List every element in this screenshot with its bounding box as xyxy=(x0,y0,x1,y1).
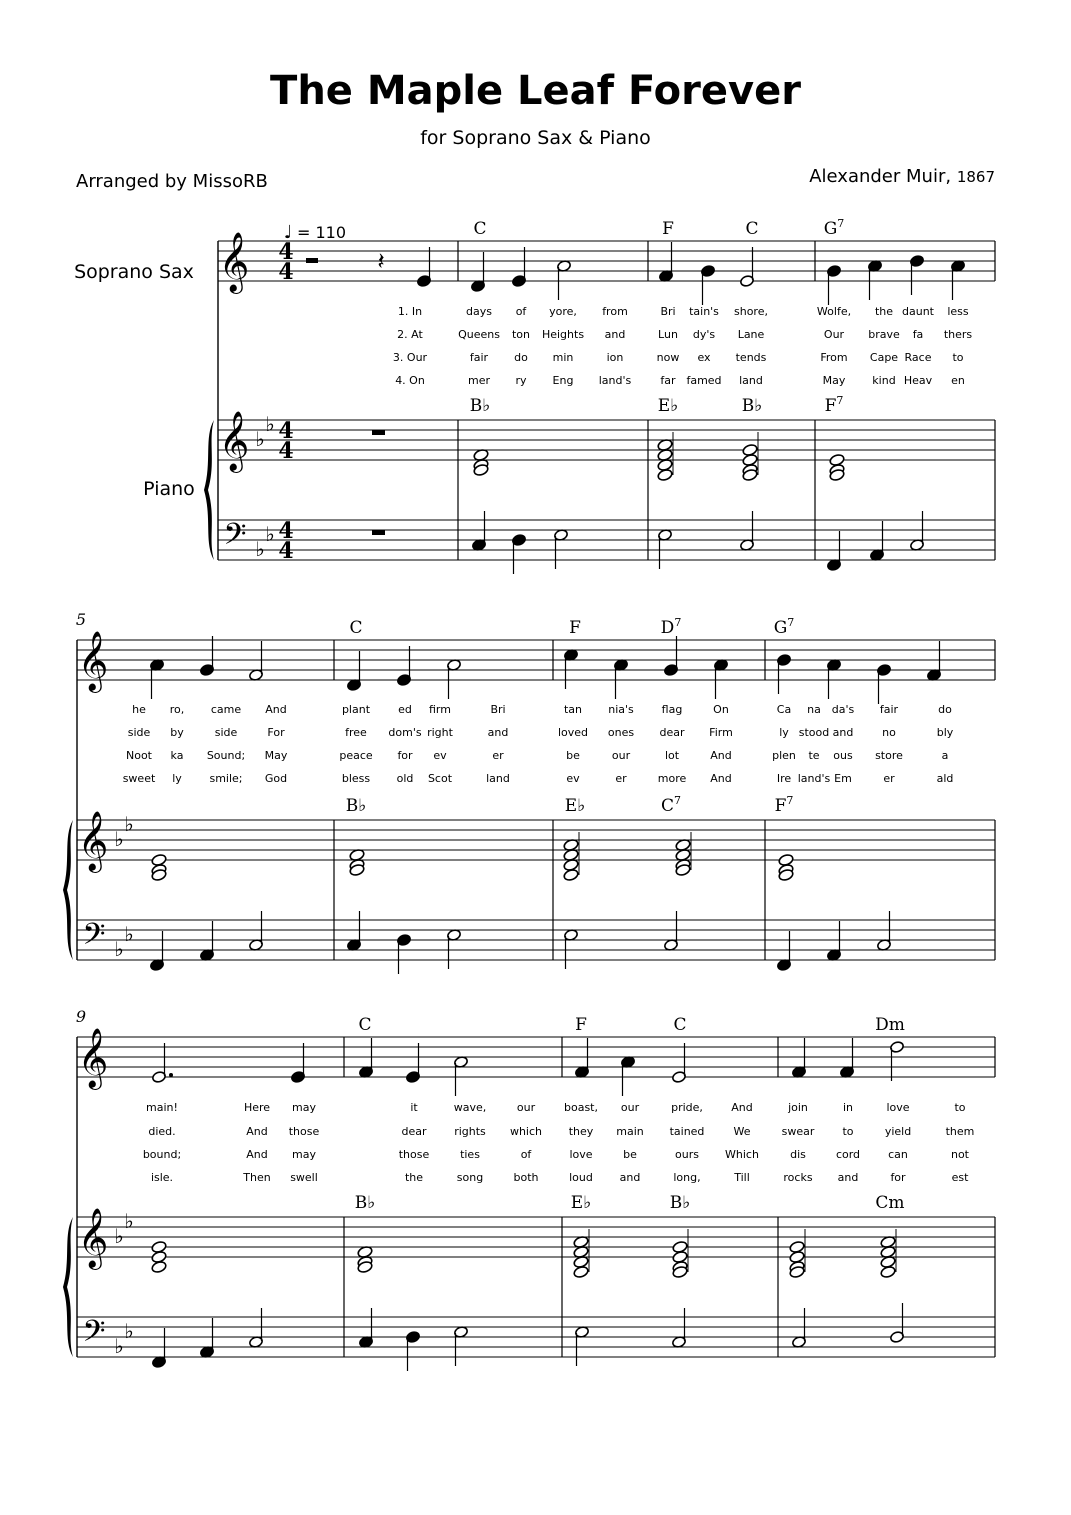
lyric-syllable: pride, xyxy=(671,1101,703,1114)
lyric-syllable: ones xyxy=(607,726,635,739)
time-signature-digit: 4 xyxy=(278,239,294,265)
lyric-syllable: And xyxy=(246,1125,268,1138)
lyric-syllable: days xyxy=(466,305,492,318)
lyric-syllable: er xyxy=(883,772,895,785)
lyric-syllable: rights xyxy=(454,1125,486,1138)
lyric-syllable: from xyxy=(602,305,628,318)
lyric-syllable: ka xyxy=(170,749,184,762)
chord-note xyxy=(657,468,673,481)
time-signature-digit: 4 xyxy=(278,518,294,544)
measure-number: 5 xyxy=(75,610,87,629)
time-signature-digit: 4 xyxy=(278,538,294,564)
lyric-syllable: free xyxy=(345,726,367,739)
key-flat-icon: ♭ xyxy=(114,1334,124,1358)
lyric-syllable: loved xyxy=(557,726,589,739)
lyric-syllable: ex xyxy=(697,351,711,364)
lyric-syllable: land xyxy=(486,772,510,785)
lyric-syllable: 2. At xyxy=(397,328,423,341)
lyric-syllable: ro, xyxy=(169,703,185,716)
lyric-syllable: right xyxy=(427,726,453,739)
lyric-syllable: the xyxy=(874,305,894,318)
arranger-credit: Arranged by MissoRB xyxy=(76,171,268,192)
lyric-syllable: old xyxy=(396,772,414,785)
lyric-syllable: our xyxy=(620,1101,640,1114)
lyric-syllable: peace xyxy=(339,749,373,762)
key-flat-icon: ♭ xyxy=(114,937,124,961)
score-subtitle: for Soprano Sax & Piano xyxy=(420,127,651,149)
lyric-syllable: yield xyxy=(884,1125,912,1138)
lyric-syllable: to xyxy=(954,1101,966,1114)
lyric-syllable: rocks xyxy=(783,1171,813,1184)
lyric-syllable: Lun xyxy=(658,328,678,341)
lyric-syllable: and xyxy=(487,726,509,739)
lyric-syllable: On xyxy=(713,703,729,716)
lyric-syllable: lot xyxy=(664,749,680,762)
lyric-syllable: to xyxy=(952,351,964,364)
lyric-syllable: 1. In xyxy=(397,305,423,318)
key-flat-icon: ♭ xyxy=(124,1209,134,1233)
lyric-syllable: firm xyxy=(429,703,451,716)
lyric-syllable: main! xyxy=(146,1101,178,1114)
chord-note xyxy=(880,1265,896,1278)
lyric-syllable: And xyxy=(265,703,287,716)
lyric-syllable: plant xyxy=(341,703,371,716)
lyric-syllable: Race xyxy=(904,351,932,364)
chord-note xyxy=(573,1265,589,1278)
lyric-syllable: fair xyxy=(469,351,489,364)
lyric-syllable: Bri xyxy=(490,703,506,716)
treble-clef-icon: 𝄞 xyxy=(77,631,109,691)
lyric-syllable: can xyxy=(888,1148,908,1161)
lyric-syllable: Heights xyxy=(541,328,585,341)
lyric-syllable: fa xyxy=(912,328,924,341)
lyric-syllable: tained xyxy=(669,1125,705,1138)
lyric-syllable: For xyxy=(267,726,285,739)
lyric-syllable: Firm xyxy=(709,726,733,739)
lyric-syllable: ed xyxy=(398,703,412,716)
lyric-syllable: dy's xyxy=(692,328,716,341)
composition-year: 1867 xyxy=(956,168,995,186)
key-flat-icon: ♭ xyxy=(265,522,275,546)
tempo-quarter-note-icon: ♩ xyxy=(283,222,293,243)
sax-chord-symbol: F xyxy=(575,1015,587,1035)
lyric-syllable: fair xyxy=(879,703,899,716)
sax-staff xyxy=(77,1037,995,1077)
lyric-syllable: now xyxy=(656,351,680,364)
piano-left-hand-staff xyxy=(77,920,995,960)
lyric-syllable: And xyxy=(246,1148,268,1161)
lyric-syllable: love xyxy=(886,1101,910,1114)
key-flat-icon: ♭ xyxy=(124,812,134,836)
lyric-syllable: We xyxy=(733,1125,751,1138)
lyric-syllable: Till xyxy=(734,1171,750,1184)
lyric-syllable: stood xyxy=(798,726,830,739)
piano-chord-symbol: B♭ xyxy=(345,796,367,816)
lyric-syllable: plen xyxy=(772,749,796,762)
lyric-syllable: those xyxy=(288,1125,320,1138)
lyric-syllable: may xyxy=(292,1101,316,1114)
lyric-syllable: land's xyxy=(797,772,831,785)
lyric-syllable: kind xyxy=(872,374,896,387)
lyric-syllable: God xyxy=(264,772,288,785)
lyric-syllable: tain's xyxy=(689,305,719,318)
lyric-syllable: ties xyxy=(460,1148,480,1161)
lyric-syllable: ev xyxy=(433,749,447,762)
piano-chord-symbol: B♭ xyxy=(741,396,763,416)
piano-chord-symbol: B♭ xyxy=(354,1193,376,1213)
lyric-syllable: them xyxy=(945,1125,975,1138)
sax-chord-symbol: Dm xyxy=(875,1015,905,1035)
piano-brace xyxy=(63,1217,73,1357)
lyric-syllable: side xyxy=(214,726,238,739)
lyric-syllable: ry xyxy=(515,374,527,387)
lyric-syllable: ly xyxy=(779,726,789,739)
lyric-syllable: Here xyxy=(243,1101,271,1114)
piano-right-hand-staff xyxy=(218,420,995,460)
lyric-syllable: te xyxy=(808,749,820,762)
lyric-syllable: in xyxy=(842,1101,854,1114)
composer-name: Alexander Muir, xyxy=(809,166,952,187)
sax-chord-symbol: C xyxy=(673,1015,687,1035)
lyric-syllable: 4. On xyxy=(395,374,425,387)
lyric-syllable: our xyxy=(516,1101,536,1114)
score-title: The Maple Leaf Forever xyxy=(270,68,801,114)
lyric-syllable: ion xyxy=(606,351,624,364)
lyric-syllable: may xyxy=(292,1148,316,1161)
lyric-syllable: a xyxy=(941,749,949,762)
lyric-syllable: cord xyxy=(835,1148,861,1161)
sax-instrument-label: Soprano Sax xyxy=(74,261,194,283)
lyric-syllable: side xyxy=(127,726,151,739)
piano-chord-symbol: E♭ xyxy=(564,796,586,816)
lyric-syllable: dear xyxy=(659,726,685,739)
lyric-syllable: Bri xyxy=(660,305,676,318)
lyric-syllable: bly xyxy=(936,726,954,739)
whole-rest-icon xyxy=(372,430,385,435)
lyric-syllable: tan xyxy=(563,703,583,716)
time-signature-digit: 4 xyxy=(278,418,294,444)
key-flat-icon: ♭ xyxy=(265,412,275,436)
lyric-syllable: bless xyxy=(341,772,371,785)
key-flat-icon: ♭ xyxy=(255,537,265,561)
lyric-syllable: ly xyxy=(172,772,182,785)
lyric-syllable: bound; xyxy=(142,1148,182,1161)
time-signature-digit: 4 xyxy=(278,259,294,285)
lyric-syllable: the xyxy=(404,1171,424,1184)
lyric-syllable: brave xyxy=(868,328,900,341)
lyric-syllable: they xyxy=(568,1125,594,1138)
bass-clef-icon: 𝄢 xyxy=(82,1315,106,1356)
lyric-syllable: love xyxy=(569,1148,593,1161)
sax-chord-symbol: C xyxy=(745,219,759,239)
lyric-syllable: er xyxy=(492,749,504,762)
piano-chord-symbol: B♭ xyxy=(669,1193,691,1213)
lyric-syllable: And xyxy=(710,749,732,762)
lyric-syllable: song xyxy=(456,1171,484,1184)
lyric-syllable: swell xyxy=(290,1171,318,1184)
piano-chord-symbol: E♭ xyxy=(657,396,679,416)
lyric-syllable: land xyxy=(739,374,763,387)
piano-brace xyxy=(204,420,214,560)
measure-number: 9 xyxy=(75,1007,87,1026)
lyric-syllable: less xyxy=(947,305,969,318)
lyric-syllable: daunt xyxy=(902,305,934,318)
lyric-syllable: Noot xyxy=(125,749,153,762)
lyric-syllable: swear xyxy=(781,1125,815,1138)
lyric-syllable: store xyxy=(875,749,903,762)
lyric-syllable: both xyxy=(513,1171,539,1184)
lyric-syllable: Scot xyxy=(427,772,453,785)
lyric-syllable: en xyxy=(951,374,965,387)
lyric-syllable: our xyxy=(611,749,631,762)
piano-brace xyxy=(63,820,73,960)
lyric-syllable: thers xyxy=(943,328,973,341)
lyric-syllable: long, xyxy=(673,1171,701,1184)
lyric-syllable: to xyxy=(842,1125,854,1138)
lyric-syllable: dis xyxy=(790,1148,806,1161)
lyric-syllable: and xyxy=(837,1171,859,1184)
bass-clef-icon: 𝄢 xyxy=(82,918,106,959)
lyric-syllable: it xyxy=(410,1101,418,1114)
lyric-syllable: Queens xyxy=(458,328,500,341)
lyric-syllable: he xyxy=(132,703,146,716)
lyric-syllable: ald xyxy=(936,772,954,785)
lyric-syllable: smile; xyxy=(209,772,243,785)
quarter-rest-icon: 𝄽 xyxy=(377,247,385,275)
lyric-syllable: which xyxy=(509,1125,543,1138)
sax-chord-symbol: $G^7$ xyxy=(823,217,845,239)
lyric-syllable: far xyxy=(660,374,676,387)
lyric-syllable: Heav xyxy=(903,374,933,387)
lyric-syllable: 3. Our xyxy=(392,351,428,364)
key-flat-icon: ♭ xyxy=(255,427,265,451)
treble-clef-icon: 𝄞 xyxy=(77,1208,109,1268)
lyric-syllable: dear xyxy=(401,1125,427,1138)
lyric-syllable: for xyxy=(890,1171,906,1184)
chord-note xyxy=(563,868,579,881)
sax-chord-symbol: F xyxy=(662,219,674,239)
piano-chord-symbol: $F^7$ xyxy=(774,794,794,816)
lyric-syllable: min xyxy=(552,351,574,364)
piano-chord-symbol: $C^7$ xyxy=(660,794,682,816)
lyric-syllable: of xyxy=(520,1148,532,1161)
lyric-syllable: ous xyxy=(833,749,853,762)
lyric-syllable: famed xyxy=(686,374,722,387)
lyric-syllable: Wolfe, xyxy=(816,305,852,318)
lyric-syllable: loud xyxy=(569,1171,593,1184)
lyric-syllable: And xyxy=(731,1101,753,1114)
lyric-syllable: and xyxy=(832,726,854,739)
lyric-syllable: Eng xyxy=(552,374,574,387)
sax-chord-symbol: C xyxy=(349,618,363,638)
sax-chord-symbol: $G^7$ xyxy=(773,616,795,638)
sax-chord-symbol: F xyxy=(569,618,581,638)
lyric-syllable: be xyxy=(566,749,580,762)
piano-right-hand-staff xyxy=(77,1217,995,1257)
piano-chord-symbol: Cm xyxy=(875,1193,905,1213)
lyric-syllable: isle. xyxy=(150,1171,174,1184)
lyric-syllable: ours xyxy=(675,1148,699,1161)
lyric-syllable: Cape xyxy=(869,351,899,364)
lyric-syllable: wave, xyxy=(453,1101,487,1114)
lyric-syllable: shore, xyxy=(734,305,768,318)
lyric-syllable: Lane xyxy=(737,328,765,341)
lyric-syllable: and xyxy=(619,1171,641,1184)
lyric-syllable: nia's xyxy=(608,703,634,716)
piano-chord-symbol: $F^7$ xyxy=(824,394,844,416)
dot xyxy=(169,1073,173,1077)
key-flat-icon: ♭ xyxy=(124,1319,134,1343)
lyric-syllable: no xyxy=(882,726,896,739)
lyric-syllable: From xyxy=(820,351,848,364)
lyric-syllable: Em xyxy=(834,772,852,785)
lyric-syllable: for xyxy=(397,749,413,762)
lyric-syllable: est xyxy=(951,1171,969,1184)
time-signature-digit: 4 xyxy=(278,438,294,464)
lyric-syllable: Ire xyxy=(776,772,792,785)
lyric-syllable: tends xyxy=(735,351,767,364)
treble-clef-icon: 𝄞 xyxy=(218,232,250,292)
lyric-syllable: And xyxy=(710,772,732,785)
lyric-syllable: boast, xyxy=(564,1101,598,1114)
lyric-syllable: by xyxy=(170,726,184,739)
piano-right-hand-staff xyxy=(77,820,995,860)
lyric-syllable: Sound; xyxy=(206,749,246,762)
bass-clef-icon: 𝄢 xyxy=(223,518,247,559)
lyric-syllable: sweet xyxy=(122,772,156,785)
sax-staff xyxy=(77,640,995,680)
lyric-syllable: more xyxy=(657,772,687,785)
lyric-syllable: mer xyxy=(467,374,491,387)
key-flat-icon: ♭ xyxy=(114,1224,124,1248)
lyric-syllable: Then xyxy=(243,1171,271,1184)
lyric-syllable: do xyxy=(514,351,528,364)
lyric-syllable: er xyxy=(615,772,627,785)
lyric-syllable: da's xyxy=(831,703,855,716)
lyric-syllable: flag xyxy=(661,703,683,716)
whole-rest-icon xyxy=(372,530,385,535)
lyric-syllable: ev xyxy=(566,772,580,785)
lyric-syllable: of xyxy=(515,305,527,318)
key-flat-icon: ♭ xyxy=(114,827,124,851)
piano-instrument-label: Piano xyxy=(143,478,195,500)
lyric-syllable: and xyxy=(604,328,626,341)
treble-clef-icon: 𝄞 xyxy=(77,1028,109,1088)
lyric-syllable: ton xyxy=(511,328,531,341)
lyric-syllable: main xyxy=(616,1125,644,1138)
lyric-syllable: dom's xyxy=(388,726,422,739)
half-rest-icon xyxy=(306,258,318,263)
lyric-syllable: Our xyxy=(823,328,845,341)
lyric-syllable: Ca xyxy=(776,703,792,716)
sax-chord-symbol: C xyxy=(473,219,487,239)
lyric-syllable: land's xyxy=(598,374,632,387)
lyric-syllable: yore, xyxy=(549,305,577,318)
piano-chord-symbol: B♭ xyxy=(469,396,491,416)
lyric-syllable: those xyxy=(398,1148,430,1161)
lyric-syllable: May xyxy=(822,374,846,387)
lyric-syllable: died. xyxy=(148,1125,176,1138)
treble-clef-icon: 𝄞 xyxy=(77,811,109,871)
lyric-syllable: join xyxy=(788,1101,808,1114)
treble-clef-icon: 𝄞 xyxy=(218,411,250,471)
sax-chord-symbol: C xyxy=(358,1015,372,1035)
lyric-syllable: came xyxy=(210,703,242,716)
key-flat-icon: ♭ xyxy=(124,922,134,946)
lyric-syllable: not xyxy=(950,1148,970,1161)
lyric-syllable: do xyxy=(938,703,952,716)
piano-left-hand-staff xyxy=(77,1317,995,1357)
piano-chord-symbol: E♭ xyxy=(570,1193,592,1213)
chord-note xyxy=(151,1260,167,1273)
lyric-syllable: na xyxy=(807,703,821,716)
lyric-syllable: Which xyxy=(725,1148,759,1161)
tempo-marking: = 110 xyxy=(297,223,347,242)
lyric-syllable: be xyxy=(623,1148,637,1161)
sax-chord-symbol: $D^7$ xyxy=(660,616,682,638)
lyric-syllable: May xyxy=(264,749,288,762)
